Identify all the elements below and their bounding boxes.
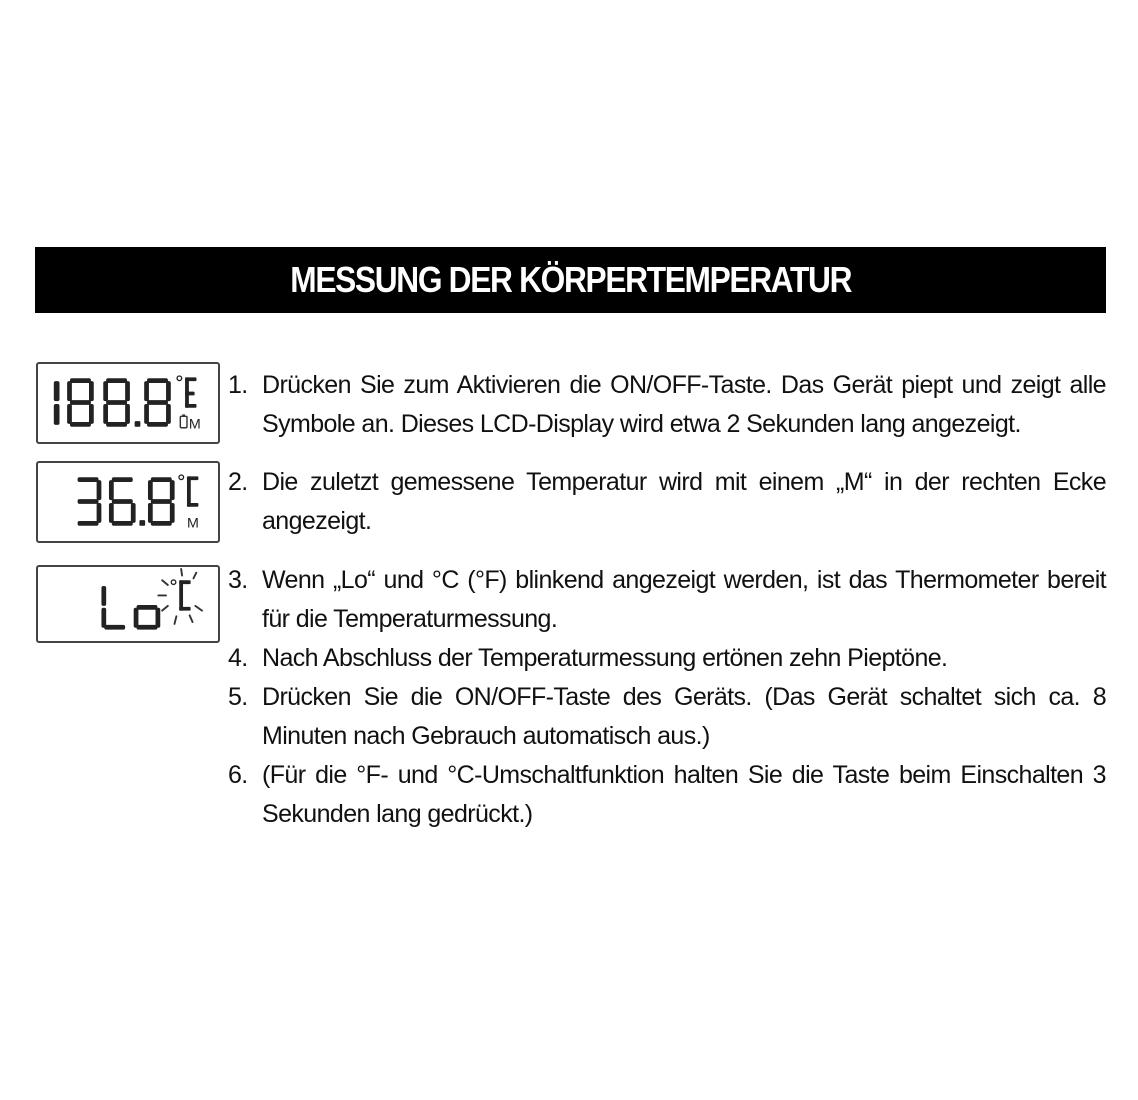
step-text: Die zuletzt gemessene Temperatur wird mit einem „M“ in der rechten Ecke angezeigt. xyxy=(262,468,1106,535)
step-text: (Für die °F- und °C-Umschaltfunktion halten Sie die Taste beim Einschalten 3 Sekunden lang gedrückt.) xyxy=(262,761,1106,828)
title-banner xyxy=(35,247,1106,313)
step-text: Nach Abschluss der Temperaturmessung ertönen zehn Pieptöne. xyxy=(262,644,948,672)
svg-text:M: M xyxy=(186,515,199,532)
step-text: Wenn „Lo“ und °C (°F) blinkend angezeigt werden, ist das Thermometer bereit für die Temperaturmessung. xyxy=(262,566,1106,633)
instruction-steps xyxy=(228,366,1106,834)
lcd-display-lo-blinking xyxy=(36,565,220,643)
step-6 xyxy=(228,756,1106,834)
step-text: Drücken Sie die ON/OFF-Taste des Geräts. (Das Gerät schaltet sich ca. 8 Minuten nach Gebrauch automatisch aus.) xyxy=(262,683,1106,750)
lcd-display-last-measurement-graphic xyxy=(38,463,218,541)
svg-text:M: M xyxy=(188,416,201,433)
lcd-display-all-symbols xyxy=(36,362,220,444)
step-number: 2. xyxy=(228,468,248,496)
lcd-display-lo-blinking-graphic xyxy=(38,567,218,641)
step-1 xyxy=(228,366,1106,444)
step-number: 3. xyxy=(228,566,248,594)
step-number: 1. xyxy=(228,371,248,399)
step-text: Drücken Sie zum Aktivieren die ON/OFF-Taste. Das Gerät piept und zeigt alle Symbole an. Dieses LCD-Display wird etwa 2 Sekunden lang angezeigt. xyxy=(262,371,1106,438)
step-4 xyxy=(228,639,1106,678)
step-number: 4. xyxy=(228,644,248,672)
step-number: 5. xyxy=(228,683,248,711)
step-3 xyxy=(228,561,1106,639)
step-2 xyxy=(228,463,1106,541)
lcd-display-all-symbols-graphic xyxy=(38,364,218,442)
step-number: 6. xyxy=(228,761,248,789)
lcd-display-last-measurement xyxy=(36,461,220,543)
step-5 xyxy=(228,678,1106,756)
page-title: MESSUNG DER KÖRPERTEMPERATUR xyxy=(290,259,851,300)
